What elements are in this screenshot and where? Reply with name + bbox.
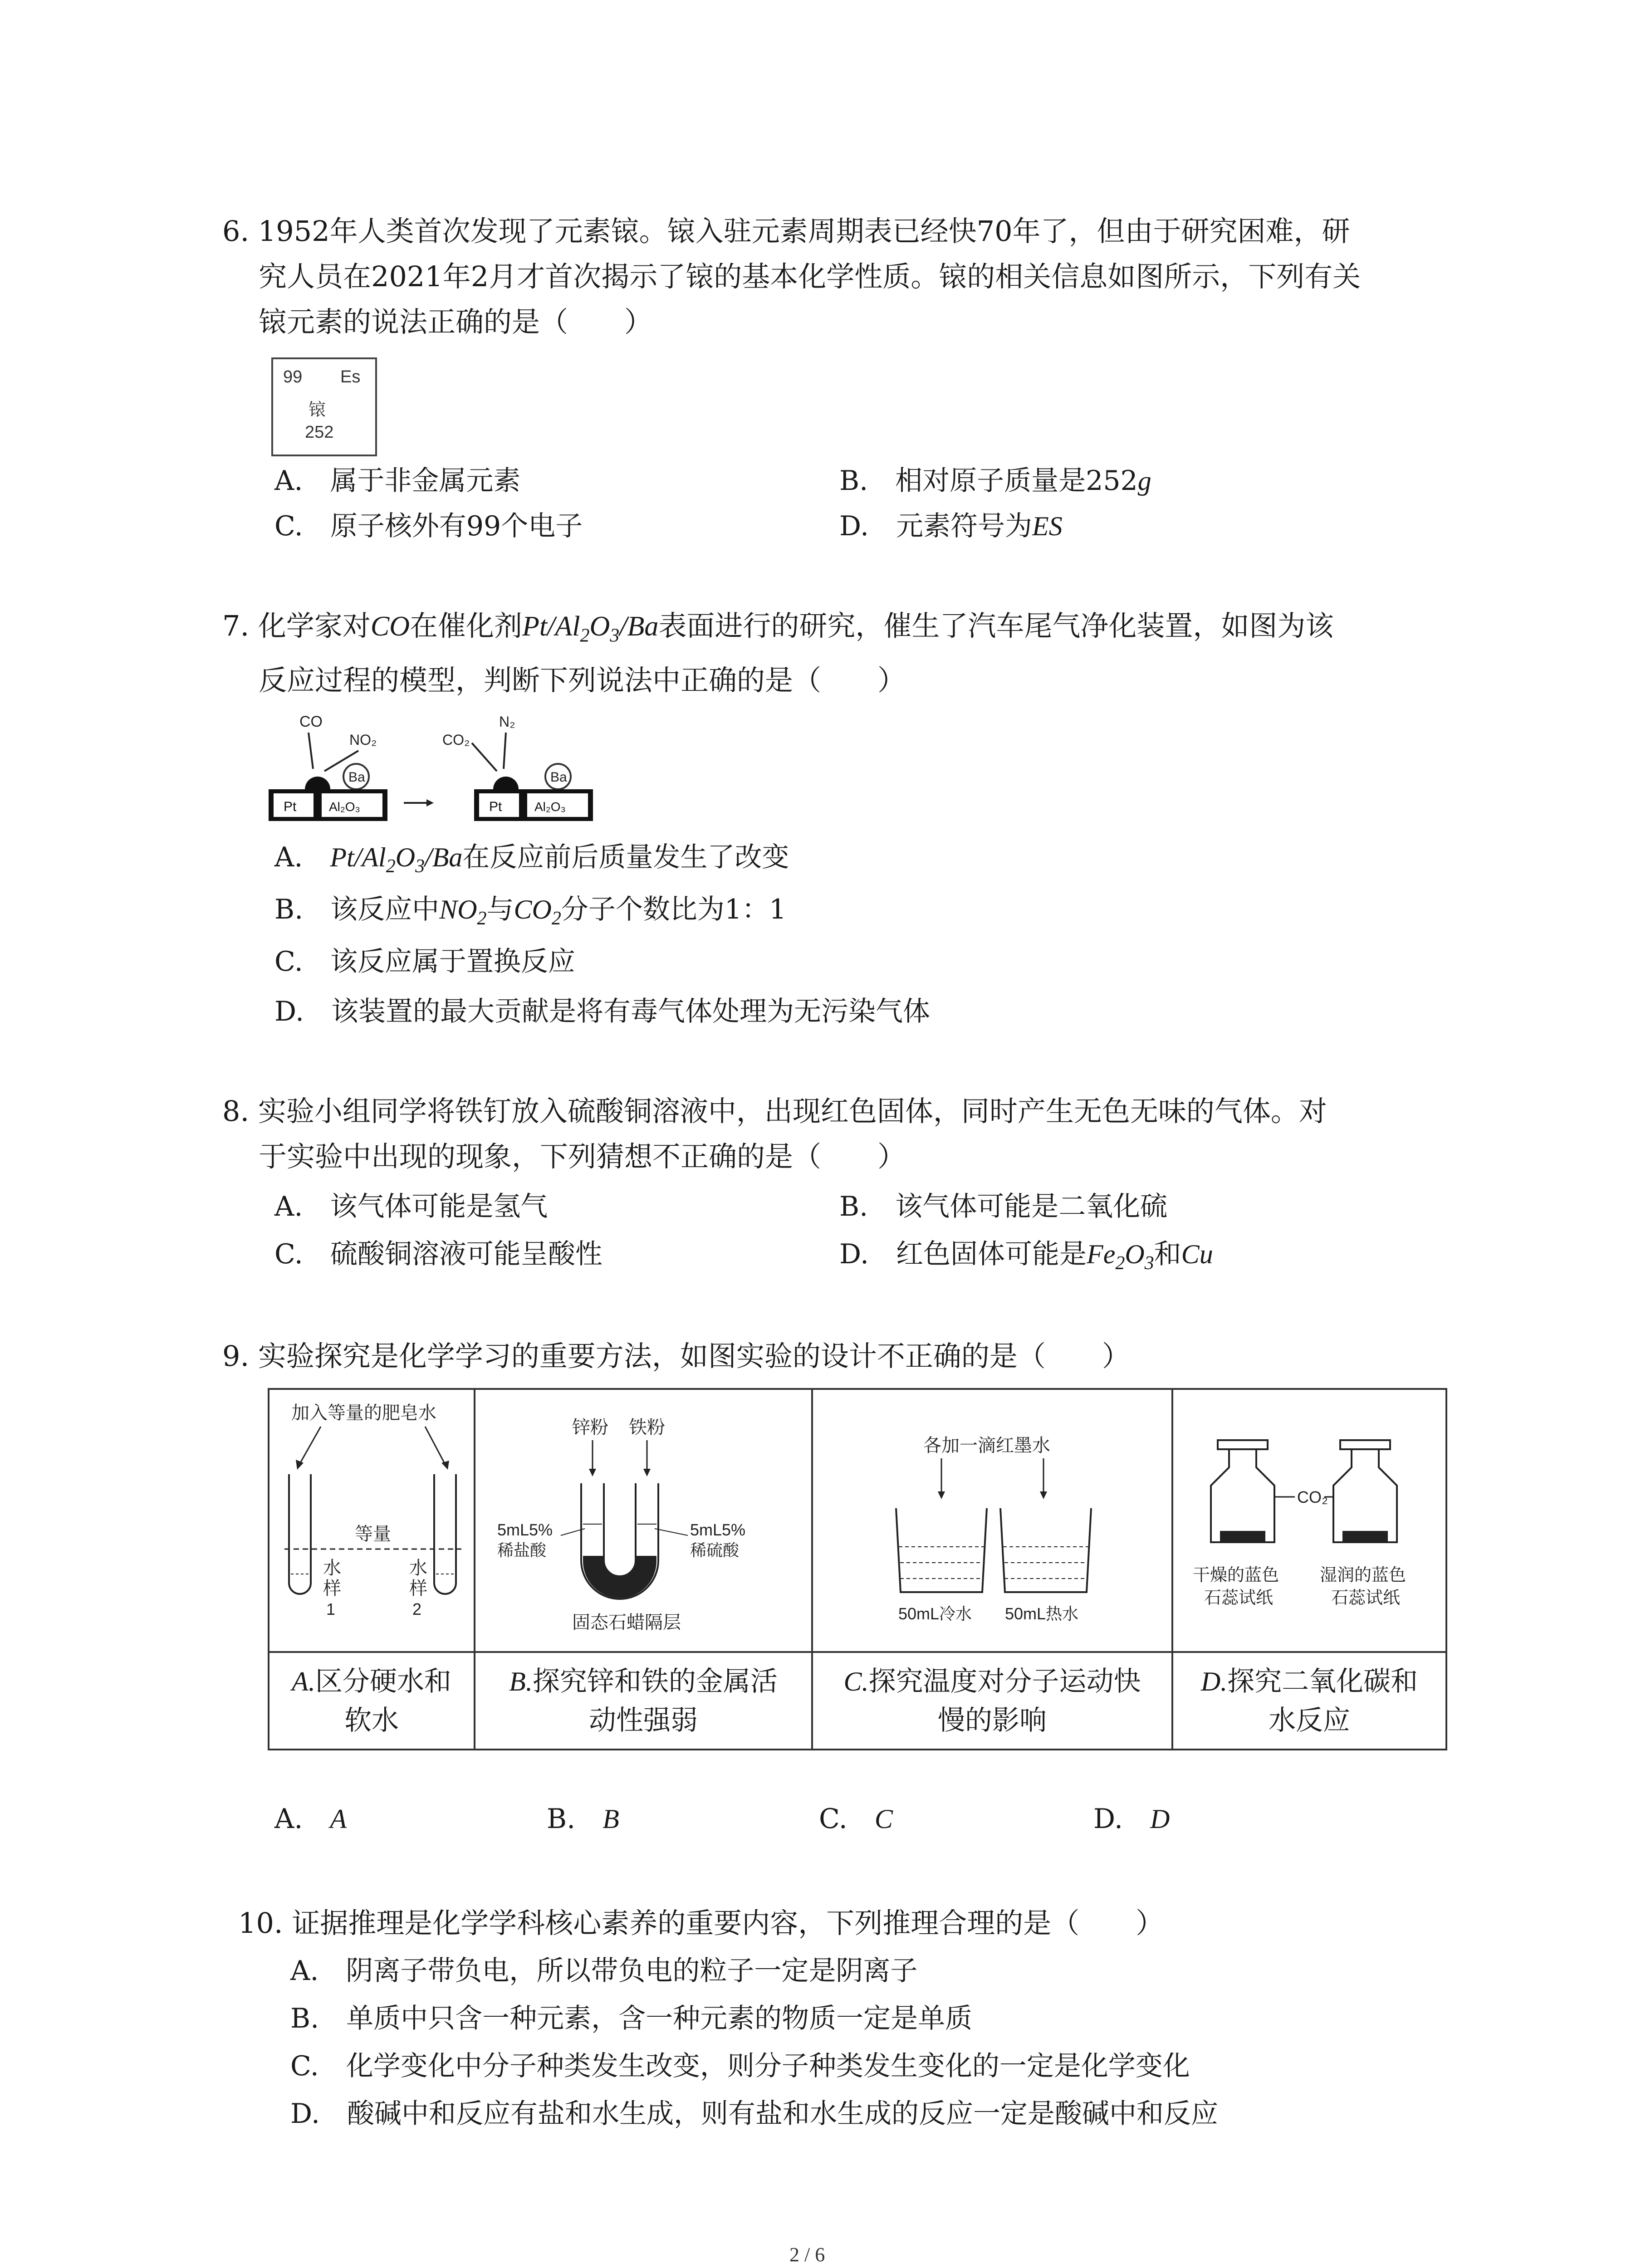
q8-stem-line1: 8. 实验小组同学将铁钉放入硫酸铜溶液中，出现红色固体，同时产生无色无味的气体。对 xyxy=(222,1095,1327,1128)
paraffin-layer xyxy=(583,1556,656,1598)
svg-text:水: 水 xyxy=(409,1558,427,1578)
caption-d: D.探究二氧化碳和 水反应 xyxy=(1172,1652,1446,1750)
figure-c-cell xyxy=(812,1389,1172,1652)
figure-b-cell xyxy=(475,1389,812,1652)
figure-d-cell xyxy=(1172,1389,1446,1652)
q10-option-b: B. 单质中只含一种元素，含一种元素的物质一定是单质 xyxy=(290,2003,973,2034)
svg-text:50mL热水: 50mL热水 xyxy=(1004,1604,1078,1623)
q7-option-c: C. 该反应属于置换反应 xyxy=(274,946,575,978)
svg-text:铁粉: 铁粉 xyxy=(628,1418,665,1437)
molecule-motion-figure xyxy=(814,1393,1171,1647)
svg-text:锌粉: 锌粉 xyxy=(572,1418,608,1437)
svg-text:2: 2 xyxy=(412,1600,421,1618)
q6-option-c: C. 原子核外有99个电子 xyxy=(274,510,583,542)
svg-text:稀盐酸: 稀盐酸 xyxy=(497,1541,546,1559)
element-name: 锿 xyxy=(309,401,326,420)
svg-text:固态石蜡隔层: 固态石蜡隔层 xyxy=(572,1613,681,1633)
page-number: 2 / 6 xyxy=(789,2244,825,2266)
bottle-wet xyxy=(1333,1449,1397,1542)
label-no2: NO₂ xyxy=(349,732,377,748)
q6-option-a: A. 属于非金属元素 xyxy=(274,465,521,497)
label-co: CO xyxy=(299,713,323,730)
element-mass: 252 xyxy=(305,423,334,442)
svg-text:Ba: Ba xyxy=(550,770,567,785)
figure-row xyxy=(269,1389,1446,1652)
label-pt: Pt xyxy=(284,799,297,814)
caption-a: A.区分硬水和 软水 xyxy=(269,1652,475,1750)
hard-soft-water-figure xyxy=(271,1393,473,1647)
svg-text:Al₂O₃: Al₂O₃ xyxy=(534,800,566,814)
label-co2: CO₂ xyxy=(442,732,470,748)
q8-option-c: C. 硫酸铜溶液可能呈酸性 xyxy=(274,1238,603,1270)
co2-water-figure xyxy=(1175,1393,1445,1647)
q6-stem-line2: 究人员在2021年2月才首次揭示了锿的基本化学性质。锿的相关信息如图所示，下列有关 xyxy=(259,260,1361,293)
q9-stem-line1: 9. 实验探究是化学学习的重要方法，如图实验的设计不正确的是（ ） xyxy=(222,1339,1130,1373)
svg-text:样: 样 xyxy=(409,1579,427,1598)
label-n2: N₂ xyxy=(499,714,515,730)
svg-text:水: 水 xyxy=(323,1558,341,1578)
q7-option-b: B. 该反应中$NO_2$与$CO_2$分子个数比为1：1 xyxy=(274,894,787,929)
q10-option-d: D. 酸碱中和反应有盐和水生成，则有盐和水生成的反应一定是酸碱中和反应 xyxy=(290,2098,1219,2130)
q7-option-a: A. $Pt/Al_2O_3/Ba$在反应前后质量发生了改变 xyxy=(274,841,789,877)
svg-text:5mL5%: 5mL5% xyxy=(497,1520,553,1539)
element-symbol: Es xyxy=(340,367,361,386)
svg-text:样: 样 xyxy=(323,1579,341,1598)
catalyst-reaction-diagram xyxy=(268,708,603,830)
beaker-hot xyxy=(1000,1508,1091,1592)
q9-option-b: B. B xyxy=(547,1803,619,1835)
svg-text:加入等量的肥皂水: 加入等量的肥皂水 xyxy=(291,1403,436,1423)
q7-stem-line2: 反应过程的模型，判断下列说法中正确的是（ ） xyxy=(259,664,906,697)
svg-text:干燥的蓝色: 干燥的蓝色 xyxy=(1192,1566,1279,1585)
q8-stem-line2: 于实验中出现的现象，下列猜想不正确的是（ ） xyxy=(259,1140,906,1173)
caption-c: C.探究温度对分子运动快 慢的影响 xyxy=(812,1652,1172,1750)
q9-experiment-table xyxy=(268,1388,1447,1750)
q8-option-d: D. 红色固体可能是$Fe_2O_3$和Cu xyxy=(839,1238,1213,1274)
q6-option-d: D. 元素符号为ES xyxy=(839,510,1063,542)
svg-text:湿润的蓝色: 湿润的蓝色 xyxy=(1319,1566,1406,1585)
beaker-cold xyxy=(896,1508,987,1592)
bottle-dry xyxy=(1211,1449,1274,1542)
q8-option-a: A. 该气体可能是氢气 xyxy=(274,1191,548,1222)
q9-option-d: D. D xyxy=(1093,1803,1170,1835)
q9-option-c: C. C xyxy=(819,1803,893,1835)
test-tube-2 xyxy=(434,1474,456,1594)
svg-text:Pt: Pt xyxy=(489,799,502,814)
svg-text:石蕊试纸: 石蕊试纸 xyxy=(1331,1589,1400,1608)
q9-option-a: A. A xyxy=(274,1803,347,1835)
figure-a-cell xyxy=(269,1389,475,1652)
svg-text:CO₂: CO₂ xyxy=(1297,1488,1328,1506)
svg-text:各加一滴红墨水: 各加一滴红墨水 xyxy=(923,1436,1050,1456)
q7-stem-line1: 7. 化学家对CO在催化剂$Pt/Al_2O_3/Ba$表面进行的研究，催生了汽车尾气净化装置，如图为该 xyxy=(222,609,1334,646)
element-card-es xyxy=(271,357,377,456)
label-ba: Ba xyxy=(348,770,365,785)
caption-b: B.探究锌和铁的金属活 动性强弱 xyxy=(475,1652,812,1750)
svg-text:50mL冷水: 50mL冷水 xyxy=(898,1604,972,1623)
q6-stem-line1: 6. 1952年人类首次发现了元素锿。锿入驻元素周期表已经快70年了，但由于研究困难，研 xyxy=(222,215,1350,248)
label-al2o3: Al₂O₃ xyxy=(329,800,360,814)
svg-text:5mL5%: 5mL5% xyxy=(690,1520,745,1539)
element-atomic-number: 99 xyxy=(283,367,303,386)
zinc-iron-activity-figure xyxy=(477,1393,810,1647)
test-tube-1 xyxy=(289,1474,311,1594)
q6-stem-line3: 锿元素的说法正确的是（ ） xyxy=(259,305,653,338)
q8-option-b: B. 该气体可能是二氧化硫 xyxy=(839,1191,1168,1222)
svg-text:石蕊试纸: 石蕊试纸 xyxy=(1204,1589,1273,1608)
svg-text:等量: 等量 xyxy=(354,1524,391,1544)
caption-row xyxy=(269,1652,1446,1750)
q10-stem-line1: 10. 证据推理是化学学科核心素养的重要内容，下列推理合理的是（ ） xyxy=(238,1906,1164,1940)
svg-text:稀硫酸: 稀硫酸 xyxy=(690,1541,739,1559)
q10-option-c: C. 化学变化中分子种类发生改变，则分子种类发生变化的一定是化学变化 xyxy=(290,2050,1190,2082)
q6-option-b: B. 相对原子质量是252g xyxy=(839,465,1151,497)
svg-text:1: 1 xyxy=(326,1600,335,1618)
q7-option-d: D. 该装置的最大贡献是将有毒气体处理为无污染气体 xyxy=(274,996,931,1027)
q10-option-a: A. 阴离子带负电，所以带负电的粒子一定是阴离子 xyxy=(290,1955,918,1987)
